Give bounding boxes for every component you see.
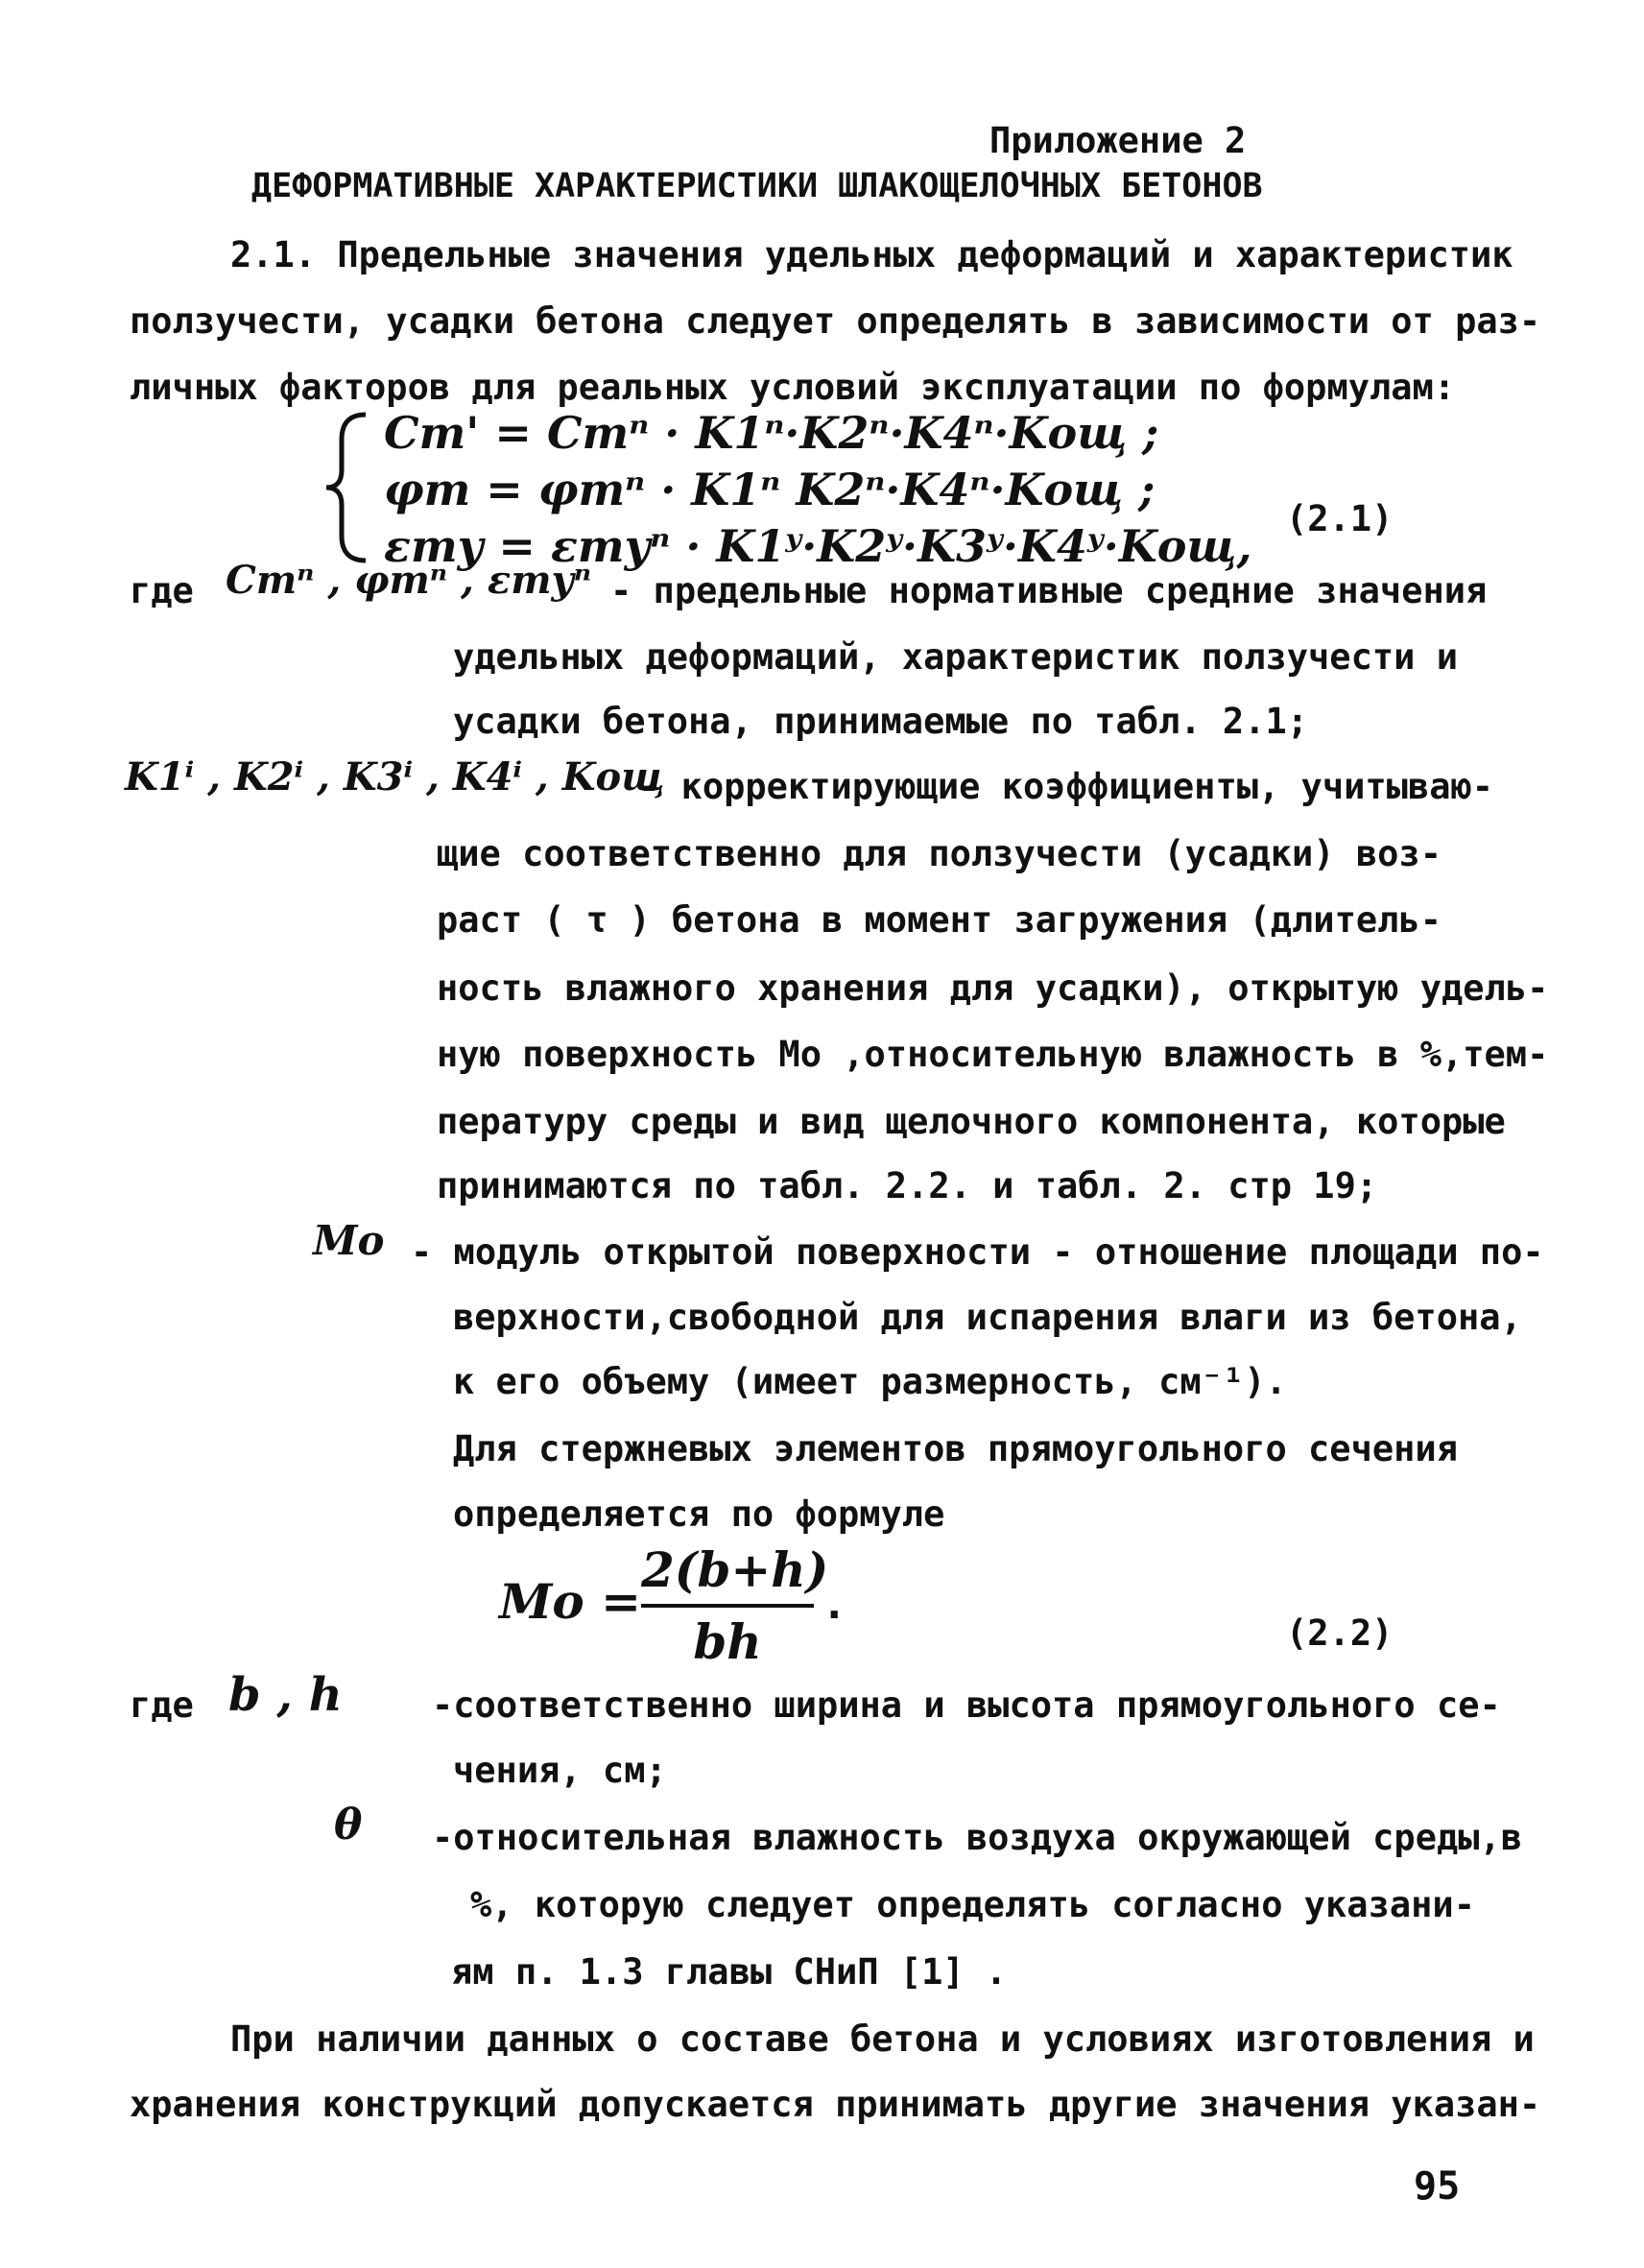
definition-line: - корректирующие коэффициенты, учитываю- [638,766,1494,807]
definition-line: -относительная влажность воздуха окружающей среды,в [432,1817,1523,1858]
paragraph-line: личных факторов для реальных условий эксплуатации по формулам: [130,367,1456,408]
definition-line: раст ( τ ) бетона в момент загружения (длитель- [437,899,1441,941]
definition-line: - предельные нормативные средние значения [610,570,1488,611]
definition-line: ность влажного хранения для усадки), открытую удель- [437,967,1549,1009]
fraction-bar [641,1604,814,1608]
formula-row: εmy = εmyⁿ · K1ʸ·K2ʸ·K3ʸ·K4ʸ·Kощ, [384,520,1252,572]
formula-row: φm = φmⁿ · K1ⁿ K2ⁿ·K4ⁿ·Kощ ; [384,464,1156,515]
symbol: Mo [313,1217,385,1264]
definition-line: чения, см; [453,1750,667,1791]
numerator: 2(b+h) [641,1541,829,1598]
paragraph-line: ползучести, усадки бетона следует определять в зависимости от раз- [130,300,1541,342]
symbol: θ [334,1801,363,1850]
brace-icon [322,411,370,564]
fraction [641,1541,829,1670]
paragraph-line: хранения конструкций допускается принимать другие значения указан- [130,2084,1541,2125]
page-title: ДЕФОРМАТИВНЫЕ ХАРАКТЕРИСТИКИ ШЛАКОЩЕЛОЧНЫХ БЕТОНОВ [251,167,1263,205]
definition-line: Для стержневых элементов прямоугольного сечения [453,1428,1458,1469]
appendix-label: Приложение 2 [989,120,1247,161]
definition-line: верхности,свободной для испарения влаги из бетона, [453,1297,1522,1338]
definition-line: к его объему (имеет размерность, см⁻¹). [453,1361,1287,1402]
definition-line: ям п. 1.3 главы СНиП [1] . [451,1951,1008,1993]
paragraph-line: 2.1. Предельные значения удельных деформаций и характеристик [230,234,1513,275]
definition-line: усадки бетона, принимаемые по табл. 2.1; [453,701,1309,742]
formula-number: (2.1) [1286,498,1394,539]
definition-line: ную поверхность Mo ,относительную влажность в %,тем- [437,1034,1549,1075]
definition-line: щие соответственно для ползучести (усадки) воз- [437,833,1441,874]
definition-line: -соответственно ширина и высота прямоугольного се- [432,1684,1501,1726]
formula-number: (2.2) [1286,1612,1394,1654]
definition-line: - модуль открытой поверхности - отношение площади по- [411,1231,1544,1273]
definition-line: пературу среды и вид щелочного компонента, которые [437,1101,1506,1142]
formula-tail: . [822,1580,847,1629]
definition-line: принимаются по табл. 2.2. и табл. 2. стр 19; [437,1165,1378,1206]
where-label: где [130,1684,194,1726]
definition-line: %, которую следует определять согласно указани- [470,1884,1475,1925]
paragraph-line: При наличии данных о составе бетона и условиях изготовления и [230,2018,1535,2060]
symbols: Cmⁿ , φmⁿ , εmyⁿ [226,558,592,603]
page-number: 95 [1414,2164,1461,2208]
symbols: K1ⁱ , K2ⁱ , K3ⁱ , K4ⁱ , Kощ [125,754,665,800]
definition-line: удельных деформаций, характеристик ползучести и [453,636,1458,678]
where-label: где [130,570,194,611]
formula-row: Cm' = Cmⁿ · K1ⁿ·K2ⁿ·K4ⁿ·Kощ ; [384,407,1159,459]
denominator: bh [693,1613,762,1670]
definition-line: определяется по формуле [453,1493,945,1535]
symbols: b , h [228,1668,343,1722]
formula-lhs: Mo = [499,1573,641,1630]
